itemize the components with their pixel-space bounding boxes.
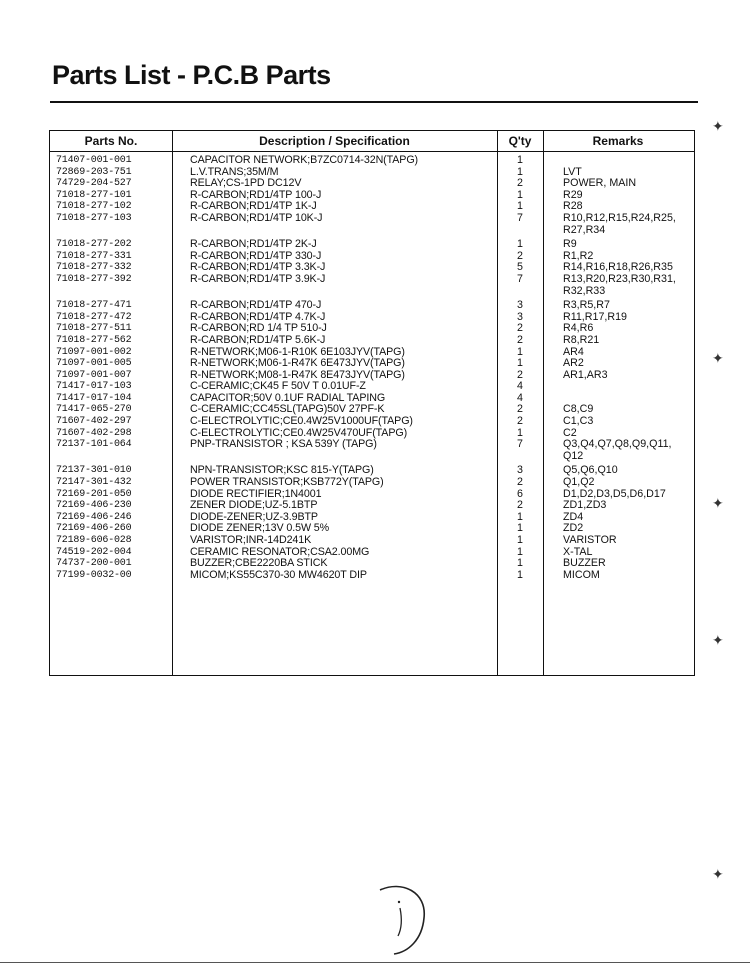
remarks-cell: LVT [563, 165, 582, 178]
quantity-cell: 1 [517, 557, 523, 570]
table-body [50, 155, 694, 581]
header-qty: Q'ty [508, 134, 532, 148]
remarks-cell [543, 381, 693, 393]
part-number-cell: 71097-001-002 [56, 346, 132, 358]
quantity-cell: 1 [517, 357, 523, 370]
remarks-cell: ZD1,ZD3 [563, 499, 607, 512]
quantity-cell: 1 [517, 510, 523, 523]
quantity-cell: 1 [517, 522, 523, 535]
description-cell: C-ELECTROLYTIC;CE0.4W25V470UF(TAPG) [190, 426, 408, 439]
remarks-cell: Q1,Q2 [563, 476, 595, 489]
remarks-cell: R10,R12,R15,R24,R25, R27,R34 [563, 211, 676, 236]
description-cell: CAPACITOR NETWORK;B7ZC0714-32N(TAPG) [190, 154, 419, 166]
table-row [50, 335, 694, 347]
remarks-cell: C8,C9 [563, 403, 594, 416]
part-number-cell: 72137-101-064 [56, 439, 132, 451]
part-number-cell: 72189-606-028 [56, 535, 132, 546]
description-cell: MICOM;KS55C370-30 MW4620T DIP [190, 568, 367, 581]
quantity-cell: 1 [517, 154, 523, 166]
quantity-cell: 1 [517, 165, 523, 178]
binder-mark: ✦ [712, 495, 724, 511]
remarks-cell: Q5,Q6,Q10 [563, 464, 618, 477]
remarks-cell: R29 [563, 188, 583, 201]
remarks-cell: R4,R6 [563, 322, 594, 335]
quantity-cell: 1 [517, 200, 523, 213]
quantity-cell: 2 [517, 333, 523, 346]
description-cell: R-CARBON;RD1/4TP 3.3K-J [190, 261, 326, 274]
part-number-cell: 71417-065-270 [56, 404, 132, 416]
quantity-cell: 2 [517, 249, 523, 262]
part-number-cell: 71018-277-471 [56, 300, 132, 312]
header-part-no: Parts No. [84, 134, 138, 148]
quantity-cell: 1 [517, 188, 523, 201]
part-number-cell: 71018-277-103 [56, 212, 132, 224]
part-number-cell: 71018-277-102 [56, 201, 132, 213]
part-number-cell: 71018-277-392 [56, 273, 132, 285]
binder-mark: ✦ [712, 118, 724, 134]
quantity-cell: 2 [517, 403, 523, 416]
remarks-cell: R28 [563, 200, 583, 213]
table-row [50, 239, 694, 251]
quantity-cell: 7 [517, 272, 523, 285]
description-cell: DIODE ZENER;13V 0.5W 5% [190, 522, 330, 535]
remarks-cell: VARISTOR [563, 534, 617, 546]
description-cell: RELAY;CS-1PD DC12V [190, 177, 302, 190]
table-row [50, 439, 694, 462]
quantity-cell: 2 [517, 322, 523, 335]
table-row [50, 370, 694, 382]
quantity-cell: 6 [517, 487, 523, 500]
quantity-cell: 5 [517, 261, 523, 274]
part-number-cell: 71018-277-202 [56, 239, 132, 251]
table-row [50, 416, 694, 428]
remarks-cell: Q3,Q4,Q7,Q8,Q9,Q11, Q12 [563, 438, 672, 462]
quantity-cell: 1 [517, 534, 523, 546]
binder-mark: ✦ [712, 632, 724, 648]
remarks-cell: R14,R16,R18,R26,R35 [563, 261, 673, 274]
part-number-cell: 72169-406-230 [56, 500, 132, 512]
description-cell: R-NETWORK;M08-1-R47K 8E473JYV(TAPG) [190, 368, 405, 381]
quantity-cell: 2 [517, 177, 523, 190]
part-number-cell: 72869-203-751 [56, 166, 132, 178]
description-cell: C-ELECTROLYTIC;CE0.4W25V1000UF(TAPG) [190, 415, 413, 428]
quantity-cell: 1 [517, 345, 523, 358]
description-cell: R-CARBON;RD1/4TP 100-J [190, 188, 322, 201]
description-cell: BUZZER;CBE2220BA STICK [190, 557, 328, 570]
remarks-cell: X-TAL [563, 545, 593, 558]
description-cell: C-CERAMIC;CC45SL(TAPG)50V 27PF-K [190, 403, 385, 416]
description-cell: VARISTOR;INR-14D241K [190, 534, 312, 546]
table-row [50, 477, 694, 489]
remarks-cell: ZD2 [563, 522, 584, 535]
description-cell: PNP-TRANSISTOR ; KSA 539Y (TAPG) [190, 438, 377, 451]
description-cell: C-CERAMIC;CK45 F 50V T 0.01UF-Z [190, 380, 366, 393]
table-row [50, 178, 694, 190]
remarks-cell: AR4 [563, 345, 584, 358]
description-cell: DIODE-ZENER;UZ-3.9BTP [190, 510, 318, 523]
description-cell: R-NETWORK;M06-1-R47K 6E473JYV(TAPG) [190, 357, 405, 370]
part-number-cell: 72147-301-432 [56, 477, 132, 489]
quantity-cell: 7 [517, 211, 523, 224]
part-number-cell: 72169-406-260 [56, 523, 132, 535]
description-cell: CERAMIC RESONATOR;CSA2.00MG [190, 545, 370, 558]
quantity-cell: 2 [517, 499, 523, 512]
table-row [50, 500, 694, 512]
description-cell: R-CARBON;RD1/4TP 1K-J [190, 200, 317, 213]
quantity-cell: 3 [517, 310, 523, 323]
part-number-cell: 71097-001-005 [56, 358, 132, 370]
table-row [50, 312, 694, 324]
remarks-cell: BUZZER [563, 557, 606, 570]
remarks-cell: R3,R5,R7 [563, 299, 610, 312]
quantity-cell: 3 [517, 464, 523, 477]
quantity-cell: 2 [517, 476, 523, 489]
description-cell: R-CARBON;RD1/4TP 3.9K-J [190, 272, 326, 285]
handwritten-mark [372, 878, 442, 958]
page-title: Parts List - P.C.B Parts [52, 60, 331, 90]
remarks-cell: AR2 [563, 357, 584, 370]
part-number-cell: 71417-017-104 [56, 392, 132, 404]
binder-mark: ✦ [712, 350, 724, 366]
remarks-cell [543, 155, 693, 167]
part-number-cell: 71018-277-331 [56, 250, 132, 262]
description-cell: R-CARBON;RD 1/4 TP 510-J [190, 322, 327, 335]
remarks-cell: R9 [563, 238, 577, 251]
part-number-cell: 71607-402-297 [56, 416, 132, 428]
description-cell: NPN-TRANSISTOR;KSC 815-Y(TAPG) [190, 464, 374, 477]
remarks-cell: R8,R21 [563, 333, 600, 346]
title-underline [50, 101, 698, 103]
description-cell: POWER TRANSISTOR;KSB772Y(TAPG) [190, 476, 384, 489]
part-number-cell: 71018-277-101 [56, 189, 132, 201]
remarks-cell: POWER, MAIN [563, 177, 637, 190]
description-cell: R-CARBON;RD1/4TP 330-J [190, 249, 322, 262]
quantity-cell: 1 [517, 545, 523, 558]
remarks-cell: C2 [563, 426, 577, 439]
remarks-cell: C1,C3 [563, 415, 594, 428]
remarks-cell: R13,R20,R23,R30,R31, R32,R33 [563, 272, 676, 297]
quantity-cell: 4 [517, 380, 523, 393]
table-row [50, 190, 694, 202]
description-cell: CAPACITOR;50V 0.1UF RADIAL TAPING [190, 391, 386, 404]
part-number-cell: 71018-277-562 [56, 334, 132, 346]
part-number-cell: 71607-402-298 [56, 427, 132, 439]
part-number-cell: 71018-277-332 [56, 262, 132, 274]
part-number-cell: 71407-001-001 [56, 155, 132, 166]
remarks-cell: AR1,AR3 [563, 368, 608, 381]
description-cell: R-CARBON;RD1/4TP 5.6K-J [190, 333, 326, 346]
part-number-cell: 72169-201-050 [56, 488, 132, 500]
part-number-cell: 71417-017-103 [56, 381, 132, 393]
remarks-cell: D1,D2,D3,D5,D6,D17 [563, 487, 666, 500]
table-row [50, 570, 694, 582]
part-number-cell: 71097-001-007 [56, 369, 132, 381]
description-cell: R-NETWORK;M06-1-R10K 6E103JYV(TAPG) [190, 345, 405, 358]
description-cell: ZENER DIODE;UZ-5.1BTP [190, 499, 318, 512]
quantity-cell: 7 [517, 438, 523, 451]
table-row [50, 535, 694, 547]
description-cell: R-CARBON;RD1/4TP 470-J [190, 299, 322, 312]
remarks-cell: R11,R17,R19 [563, 310, 627, 323]
quantity-cell: 2 [517, 368, 523, 381]
remarks-cell: ZD4 [563, 510, 584, 523]
part-number-cell: 74729-204-527 [56, 178, 132, 190]
part-number-cell: 77199-0032-00 [56, 569, 132, 581]
description-cell: R-CARBON;RD1/4TP 2K-J [190, 238, 317, 251]
part-number-cell: 72137-301-010 [56, 465, 132, 477]
description-cell: DIODE RECTIFIER;1N4001 [190, 487, 322, 500]
header-divider [50, 151, 694, 152]
part-number-cell: 74737-200-001 [56, 558, 132, 570]
header-description: Description / Specification [259, 134, 410, 148]
table-row [50, 155, 694, 167]
page-bottom-edge [0, 962, 750, 963]
quantity-cell: 3 [517, 299, 523, 312]
quantity-cell: 1 [517, 238, 523, 251]
remarks-cell: R1,R2 [563, 249, 594, 262]
table-row [50, 300, 694, 312]
description-cell: R-CARBON;RD1/4TP 10K-J [190, 211, 323, 224]
part-number-cell: 72169-406-246 [56, 511, 132, 523]
part-number-cell: 71018-277-511 [56, 323, 132, 335]
part-number-cell: 71018-277-472 [56, 311, 132, 323]
header-remarks: Remarks [592, 134, 644, 148]
table-row [50, 213, 694, 236]
table-row [50, 512, 694, 524]
quantity-cell: 4 [517, 391, 523, 404]
table-row [50, 358, 694, 370]
quantity-cell: 1 [517, 426, 523, 439]
description-cell: R-CARBON;RD1/4TP 4.7K-J [190, 310, 326, 323]
table-row [50, 274, 694, 297]
description-cell: L.V.TRANS;35M/M [190, 165, 279, 178]
quantity-cell: 2 [517, 415, 523, 428]
binder-mark: ✦ [712, 866, 724, 882]
quantity-cell: 1 [517, 568, 523, 581]
part-number-cell: 74519-202-004 [56, 546, 132, 558]
remarks-cell: MICOM [563, 568, 600, 581]
parts-table [49, 130, 695, 676]
